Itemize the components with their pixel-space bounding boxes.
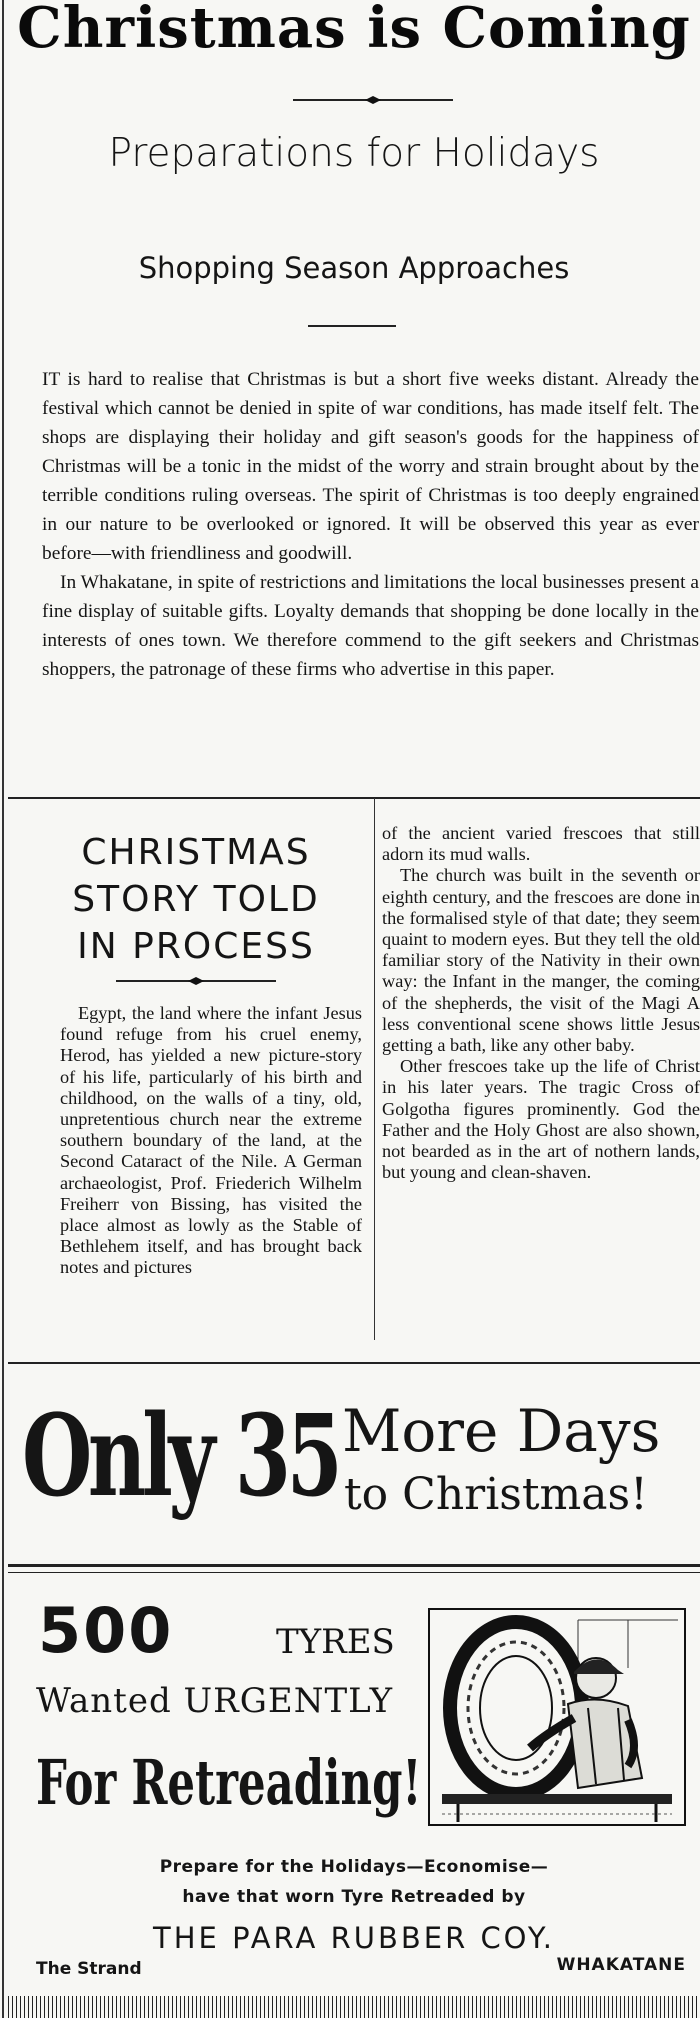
prepare-line: have that worn Tyre Retreaded by	[182, 1887, 526, 1907]
advert-address: The Strand	[36, 1959, 142, 1979]
story-column-right	[382, 823, 700, 1183]
story-column-left	[60, 1003, 362, 1279]
story-paragraph: of the ancient varied frescoes that still adorn its mud walls.	[382, 823, 700, 865]
story-headline	[26, 829, 366, 970]
subhead-shopping: Shopping Season Approaches	[138, 251, 570, 285]
advert-company: THE PARA RUBBER COY.	[153, 1921, 555, 1955]
prepare-line: Prepare for the Holidays—Economise—	[159, 1857, 549, 1877]
countdown-more-days: More Days	[342, 1397, 661, 1465]
subhead-preparations: Preparations for Holidays	[108, 131, 600, 176]
advert-retreading: For Retreading!	[36, 1746, 422, 1819]
column-divider	[374, 798, 375, 1340]
bottom-hatch-border	[8, 1996, 700, 2018]
advert-wanted: Wanted URGENTLY	[36, 1681, 394, 1721]
section-divider	[8, 1572, 700, 1573]
section-divider	[8, 1362, 700, 1364]
section-divider	[8, 1564, 700, 1567]
headline-line: IN PROCESS	[77, 926, 315, 967]
intro-paragraph: IT is hard to realise that Christmas is but a short five weeks distant. Already the festival which cannot be denied in spite of war conditions, has made itself felt. The shops are displaying their holiday and gift season's goods for the happiness of Christmas will be a tonic in the midst of the worry and strain brought about by the terrible conditions ruling overseas. The spirit of Christmas is too deeply engrained in our nature to be overlooked or ignored. It will be observed this year as ever before—with friendliness and goodwill.	[42, 369, 699, 564]
advert-town: WHAKATANE	[556, 1955, 686, 1975]
ornament-rule-icon	[293, 95, 453, 105]
page-border-left	[2, 0, 4, 2018]
story-paragraph: Other frescoes take up the life of Christ in his later years. The tragic Cross of Golgotha figures prominently. God the Father and the Holy Ghost are also shown, not bearded as in the art of nothern lands, but young and clean-shaven.	[382, 1056, 700, 1183]
advert-prepare-text	[8, 1852, 700, 1912]
ornament-rule-icon	[116, 976, 276, 986]
intro-article	[42, 365, 699, 684]
masthead-title: Christmas is Coming	[17, 0, 691, 61]
intro-paragraph: In Whakatane, in spite of restrictions and limitations the local businesses present a fine display of suitable gifts. Loyalty demands that shopping be done locally in the interests of ones town. We therefore commend to the gift seekers and Christmas shoppers, the patronage of these firms who advertise in this paper.	[42, 572, 699, 680]
short-divider	[308, 325, 396, 327]
headline-line: STORY TOLD	[72, 879, 320, 920]
story-paragraph: The church was built in the seventh or eighth century, and the frescoes are done in the formalised style of that date; they seem quaint to modern eyes. But they tell the old familiar story of the Nativity in their own way: the Infant in the manger, the coming of the shepherds, the visit of the Magi A less conventional scene shows little Jesus getting a bath, like any other baby.	[382, 865, 700, 1056]
advert-number: 500	[38, 1594, 174, 1667]
advert-tyres: TYRES	[276, 1622, 395, 1662]
tyre-worker-illustration-icon	[428, 1608, 686, 1826]
section-divider	[8, 797, 700, 799]
countdown-to-christmas: to Christmas!	[344, 1469, 648, 1520]
countdown-only-35: Only 35	[22, 1391, 339, 1522]
newspaper-page	[8, 0, 700, 2018]
headline-line: CHRISTMAS	[81, 832, 311, 873]
story-paragraph: Egypt, the land where the infant Jesus found refuge from his cruel enemy, Herod, has yielded a new picture-story of his life, particularly of his birth and childhood, on the walls of a tiny, old, unpretentious church near the extreme southern boundary of the land, at the Second Cataract of the Nile. A German archaeologist, Prof. Friederich Wilhelm Freiherr von Bissing, has visited the place almost as lowly as the Stable of Bethlehem itself, and has brought back notes and pictures	[60, 1003, 362, 1278]
